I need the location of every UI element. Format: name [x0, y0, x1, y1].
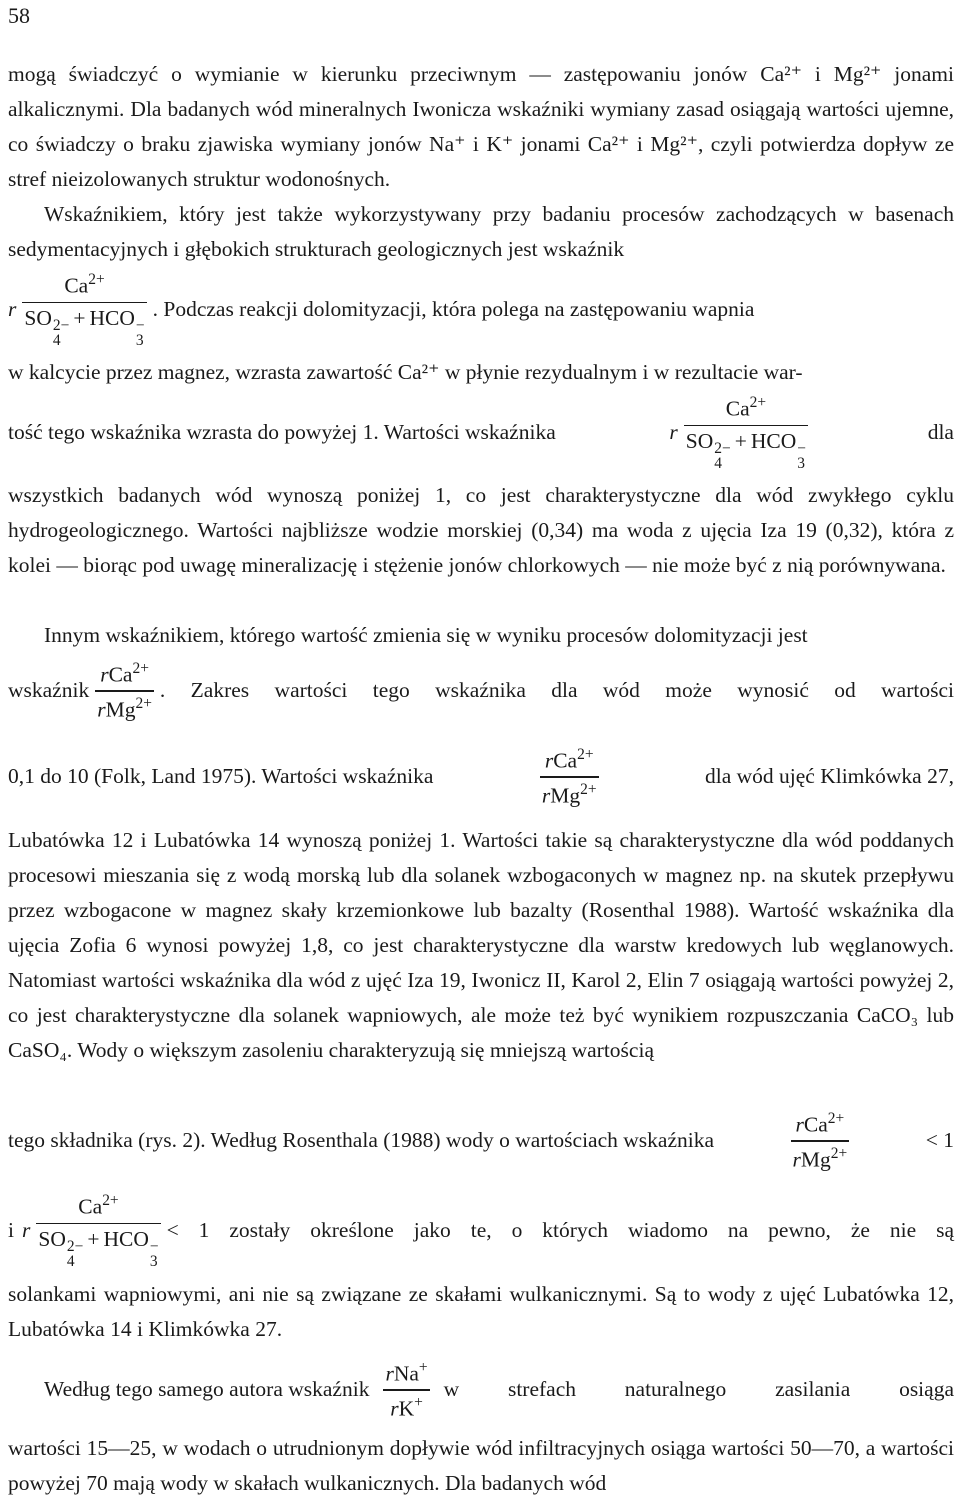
r-symbol: r: [669, 420, 678, 445]
text-index-increase: tość tego wskaźnika wzrasta do powyżej 1. Wartości wskaźnika: [8, 420, 556, 445]
fraction-denominator: SO 2− 4 + HCO − 3: [24, 305, 145, 349]
paragraph-final: wartości 15—25, w wodach o utrudnionym dopływie wód infiltracyjnych osiąga wartości 50—70, a wartości powyżej 70 mają wody w skałach wulkanicznych. Dla badanych wód: [8, 1436, 954, 1495]
text-folk-land: 0,1 do 10 (Folk, Land 1975). Wartości wskaźnika: [8, 764, 434, 789]
r-symbol: r: [8, 297, 17, 322]
text-rosenthal: tego składnika (rys. 2). Według Rosenthala (1988) wody o wartościach wskaźnika: [8, 1128, 715, 1153]
text-determined: < 1 zostały określone jako te, o których wiadomo na pewno, że nie są: [166, 1218, 954, 1243]
paragraph-water-values: wszystkich badanych wód wynoszą poniżej 1, co jest charakterystyczne dla wód zwykłego cyklu hydrogeologicznego. Wartości najbliższe wodzie morskiej (0,34) ma woda z ujęcia Iza 19 (0,32), która z kolei — biorąc pod uwagę mineralizację i stężenie jonów chlorkowych — nie może być z nią porównywana.: [8, 483, 954, 577]
document-page: [8, 0, 954, 1493]
text-i: i: [8, 1218, 14, 1243]
formula-line-rca-rmg: [8, 646, 954, 736]
fraction-rca-over-rmg: $\frac{rCa^{2+}}{rMg^{2+}}$: [792, 1110, 848, 1172]
text-same-author: Według tego samego autora wskaźnik: [44, 1377, 370, 1402]
text-dolomitization: . Podczas reakcji dolomityzacji, która polega na zastępowaniu wapnia: [152, 297, 755, 322]
text-dla: dla: [927, 420, 954, 445]
fraction-ca-over-so4-hco3: $Ca^{2+}$ SO 2− 4 + HCO − 3: [38, 1192, 159, 1270]
fraction-ca-over-so4-hco3: [22, 271, 146, 348]
formula-line-folk-land: [8, 732, 954, 822]
fraction-rca-over-rmg: $\frac{rCa^{2+}}{rMg^{2+}}$: [541, 746, 597, 808]
page-number: 58: [8, 3, 30, 28]
fraction-rna-over-rk: $\frac{rNa^+}{rK^+}$: [385, 1359, 428, 1421]
formula-line-rna-rk: [8, 1345, 954, 1435]
fraction-rca-over-rmg: $\frac{rCa^{2+}}{rMg^{2+}}$: [97, 660, 152, 722]
formula-line-rosenthal: [8, 1096, 954, 1186]
formula-line-ca-ratio: [8, 265, 954, 355]
fraction-numerator: $Ca^{2+}$: [64, 271, 105, 298]
paragraph-calcite: w kalcycie przez magnez, wzrasta zawartość Ca²⁺ w płynie rezydualnym i w rezultacie war-: [8, 360, 803, 384]
paragraph-brines: solankami wapniowymi, ani nie są związane ze skałami wulkanicznymi. Są to wody z ujęć Lubatówka 12, Lubatówka 14 i Klimkówka 27.: [8, 1282, 954, 1341]
paragraph-index-intro: Wskaźnikiem, który jest także wykorzystywany przy badaniu procesów zachodzących w basenach sedymentacyjnych i głębokich strukturach geologicznych jest wskaźnik: [8, 202, 954, 261]
fraction-ca-over-so4-hco3: $Ca^{2+}$ SO 2− 4 + HCO − 3: [685, 394, 807, 472]
text-natural-recharge: w strefach naturalnego zasilania osiąga: [443, 1377, 954, 1402]
paragraph-mixing: Lubatówka 12 i Lubatówka 14 wynoszą poniżej 1. Wartości takie są charakterystyczne dla wód poddanych procesowi mieszania się z wodą morską lub dla solanek wzbogaconych w magnez np. na skutek przepływu przez wzbogacone w magnez skały krzemionkowe lub bazalty (Rosenthal 1988). Wartość wskaźnika dla ujęcia Zofia 6 wynosi powyżej 1,8, co jest charakterystyczne dla warstw kredowych lub węglanowych. Natomiast wartości wskaźnika dla wód z ujęć Iza 19, Iwonicz II, Karol 2, Elin 7 osiągają wartości powyżej 2, co jest charakterystyczne dla solanek wapniowych, ale może też być wynikiem rozpuszczania CaCO₃ lub CaSO₄. Wody o większym zasoleniu charakteryzują się mniejszą wartością: [8, 828, 954, 1062]
fraction-bar: [22, 302, 146, 303]
paragraph-other-index: Innym wskaźnikiem, którego wartość zmienia się w wyniku procesów dolomityzacji jest: [44, 623, 808, 647]
text-less-than-one: < 1: [925, 1128, 954, 1153]
text-wskaznik: wskaźnik: [8, 678, 90, 703]
text-range: . Zakres wartości tego wskaźnika dla wód może wynosić od wartości: [159, 678, 954, 703]
formula-line-index-values: [8, 388, 954, 478]
paragraph-ion-exchange: mogą świadczyć o wymianie w kierunku przeciwnym — zastępowaniu jonów Ca²⁺ i Mg²⁺ jonami alkalicznymi. Dla badanych wód mineralnych Iwonicza wskaźniki wymiany zasad osiągają wartości ujemne, co świadczy o braku zjawiska wymiany jonów Na⁺ i K⁺ jonami Ca²⁺ i Mg²⁺, czyli potwierdza dopływ ze stref nieizolowanych struktur wodonośnych.: [8, 62, 954, 191]
r-symbol: r: [21, 1218, 31, 1243]
formula-line-i-r-ratio: [8, 1186, 954, 1276]
text-klimkowka: dla wód ujęć Klimkówka 27,: [704, 764, 954, 789]
